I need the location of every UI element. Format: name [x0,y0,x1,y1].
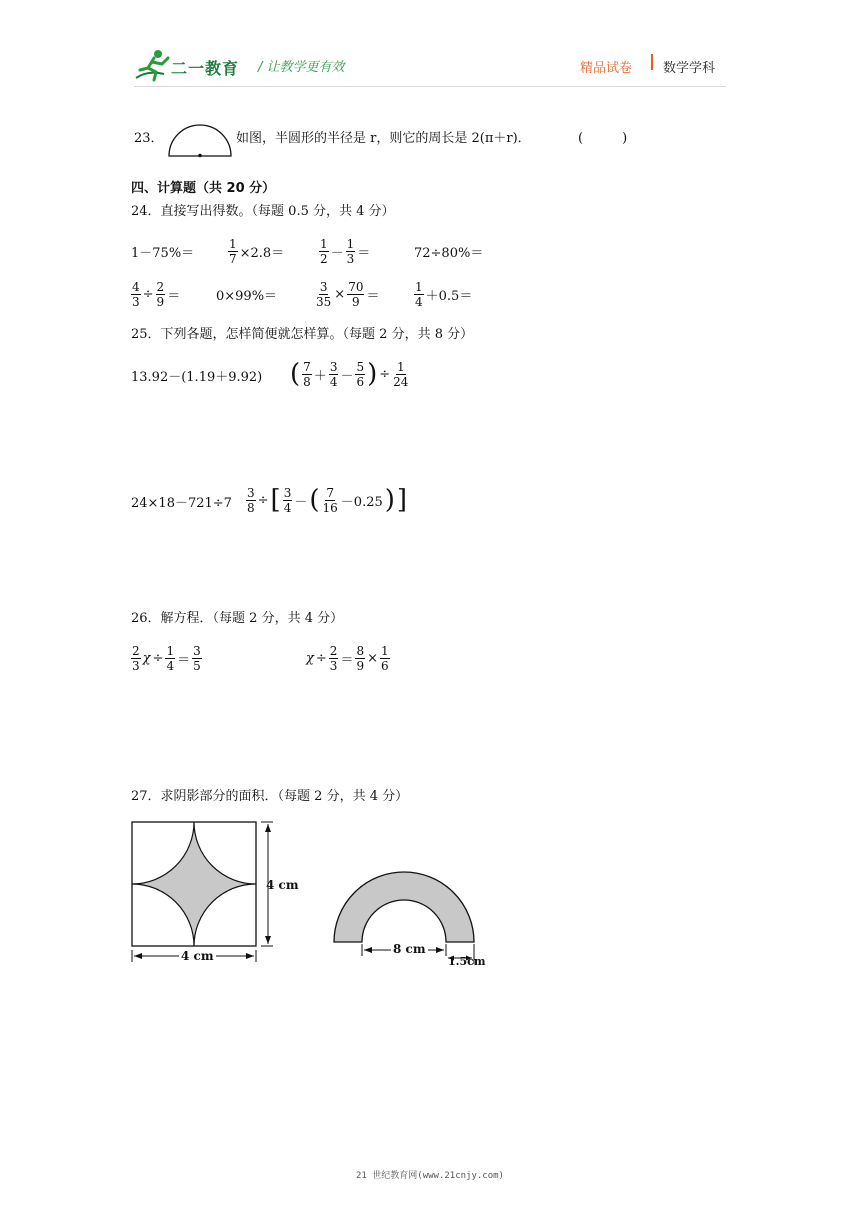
q24-expr-5: $\frac{4}{3}$ ÷ $\frac{2}{9}$ ＝ [132,279,181,309]
q25-expr-1: 13.92－(1.19＋9.92) [131,369,263,385]
runner-logo-icon [134,48,174,82]
q24-expr-6: 0×99%＝ [216,288,278,304]
tag-premium-paper: 精品试卷 [580,61,633,76]
q24-expr-3: $\frac{1}{2}$ － $\frac{1}{3}$ ＝ [320,236,371,266]
q25-title: 25．下列各题，怎样简便就怎样算。（每题 2 分，共 8 分） [131,327,474,342]
brand-name: 二一教育 [171,59,240,78]
q25-expr-2: ( $\frac{7}{8}$ ＋ $\frac{3}{4}$ － $\frac{5}{6}$ ) ÷ $\frac{1}{24}$ [290,359,409,389]
q23-text: 如图，半圆形的半径是 r，则它的周长是 2(π＋r)． [236,131,531,146]
q26-title: 26．解方程．（每题 2 分，共 4 分） [131,611,344,626]
section-title: 四、计算题（共 20 分） [131,181,276,196]
header-divider [651,54,653,70]
q25-expr-4: $\frac{3}{8}$ ÷ [ $\frac{3}{4}$ － ( $\frac{7}{16}$ －0.25 ) ] [247,485,408,515]
q24-title: 24．直接写出得数。（每题 0.5 分，共 4 分） [131,204,395,219]
q25-expr-3: 24×18－721÷7 [131,495,232,511]
fig2-inner-label: 8 cm [393,942,426,956]
semicircle-figure [166,117,234,159]
fig2-width-label: 1.5cm [448,955,486,968]
q24-expr-8: $\frac{1}{4}$ ＋0.5＝ [415,279,473,309]
q24-expr-4: 72÷80%＝ [414,245,484,261]
shaded-square-figure [128,818,308,968]
fig1-bottom-label: 4 cm [181,949,214,963]
q26-equation-2: χ ÷ $\frac{2}{3}$ ＝ $\frac{8}{9}$ × $\frac{1}{6}$ [306,643,389,673]
fig1-side-label: 4 cm [266,878,299,892]
page-footer: 21 世纪教育网(www.21cnjy.com) [356,1171,504,1181]
q24-expr-1: 1－75%＝ [131,245,195,261]
q23-answer-bracket: ( ) [578,131,628,146]
q26-equation-1: $\frac{2}{3}$ χ ÷ $\frac{1}{4}$ ＝ $\frac{3}{5}$ [132,643,201,673]
brand-slogan: / 让教学更有效 [258,60,345,75]
q27-title: 27．求阴影部分的面积．（每题 2 分，共 4 分） [131,789,409,804]
header-rule [134,86,726,87]
q24-expr-2: $\frac{1}{7}$ ×2.8＝ [229,236,285,266]
q24-expr-7: $\frac{3}{35}$ × $\frac{70}{9}$ ＝ [316,279,380,309]
tag-subject: 数学学科 [663,61,716,76]
q23-number: 23． [134,131,164,146]
